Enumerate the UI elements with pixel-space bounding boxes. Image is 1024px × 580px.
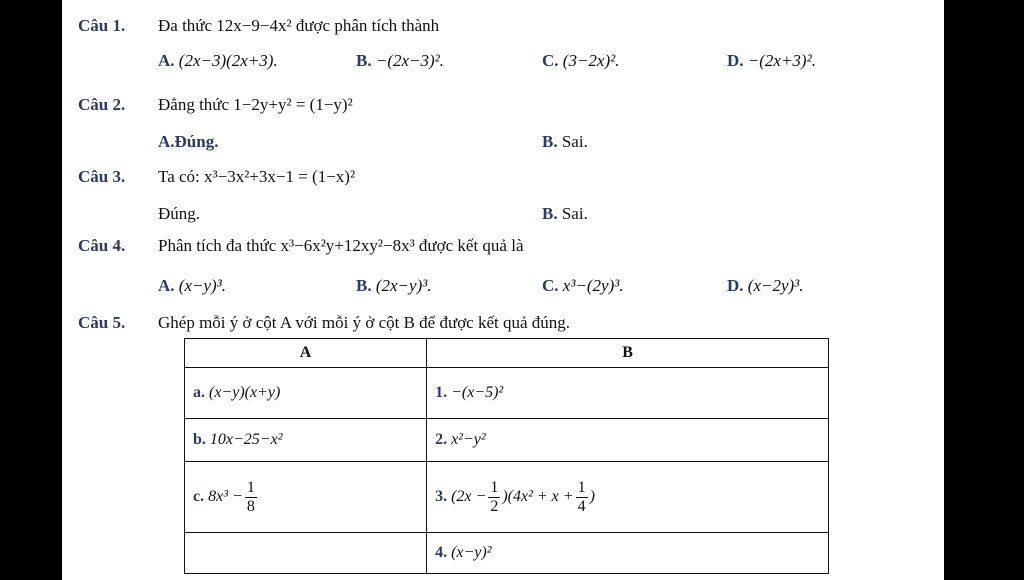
table-row bbox=[185, 419, 829, 462]
cell-b: 1. −(x−5)² bbox=[427, 368, 829, 419]
cell-a: a. (x−y)(x+y) bbox=[185, 368, 427, 419]
question-3-label: Câu 3. bbox=[78, 167, 126, 186]
question-4-label: Câu 4. bbox=[78, 236, 126, 255]
q3-option-a: Đúng. bbox=[158, 204, 201, 223]
q1-option-a: A. (2x−3)(2x+3). bbox=[158, 51, 278, 70]
cell-b: 4. (x−y)² bbox=[427, 533, 829, 574]
question-1-text: Đa thức 12x−9−4x² được phân tích thành bbox=[158, 16, 440, 35]
column-b-header: B bbox=[427, 339, 829, 368]
cell-a: c. 8x³ − $\frac{1}{8}$ bbox=[185, 462, 427, 533]
table-row bbox=[185, 368, 829, 419]
question-5-label: Câu 5. bbox=[78, 313, 126, 332]
q1-option-c: C. (3−2x)². bbox=[542, 51, 620, 70]
q2-option-a: A.Đúng. bbox=[158, 132, 219, 151]
table-row bbox=[185, 533, 829, 574]
question-2-text: Đẳng thức 1−2y+y² = (1−y)² bbox=[158, 95, 353, 114]
cell-b: 3. (2x − $\frac{1}{2}$ )(4x² + x + $\frac{1}{4}$ ) bbox=[427, 462, 829, 533]
document-page bbox=[62, 0, 944, 580]
question-3-text: Ta có: x³−3x²+3x−1 = (1−x)² bbox=[158, 167, 356, 186]
q3-option-b: B. Sai. bbox=[542, 204, 588, 223]
q4-option-b: B. (2x−y)³. bbox=[356, 276, 432, 295]
q4-option-a: A. (x−y)³. bbox=[158, 276, 227, 295]
cell-b: 2. x²−y² bbox=[427, 419, 829, 462]
q4-option-c: C. x³−(2y)³. bbox=[542, 276, 624, 295]
question-1-label: Câu 1. bbox=[78, 16, 126, 35]
question-5-text: Ghép mỗi ý ở cột A với mỗi ý ở cột B để được kết quả đúng. bbox=[158, 313, 571, 332]
cell-a bbox=[185, 533, 427, 574]
q2-option-b: B. Sai. bbox=[542, 132, 588, 151]
table-row bbox=[185, 462, 829, 533]
column-a-header: A bbox=[185, 339, 427, 368]
question-2-label: Câu 2. bbox=[78, 95, 126, 114]
q1-option-d: D. −(2x+3)². bbox=[727, 51, 816, 70]
cell-a: b. 10x−25−x² bbox=[185, 419, 427, 462]
q1-option-b: B. −(2x−3)². bbox=[356, 51, 445, 70]
matching-table bbox=[184, 338, 829, 574]
question-4-text: Phân tích đa thức x³−6x²y+12xy²−8x³ được kết quả là bbox=[158, 236, 524, 255]
q4-option-d: D. (x−2y)³. bbox=[727, 276, 804, 295]
